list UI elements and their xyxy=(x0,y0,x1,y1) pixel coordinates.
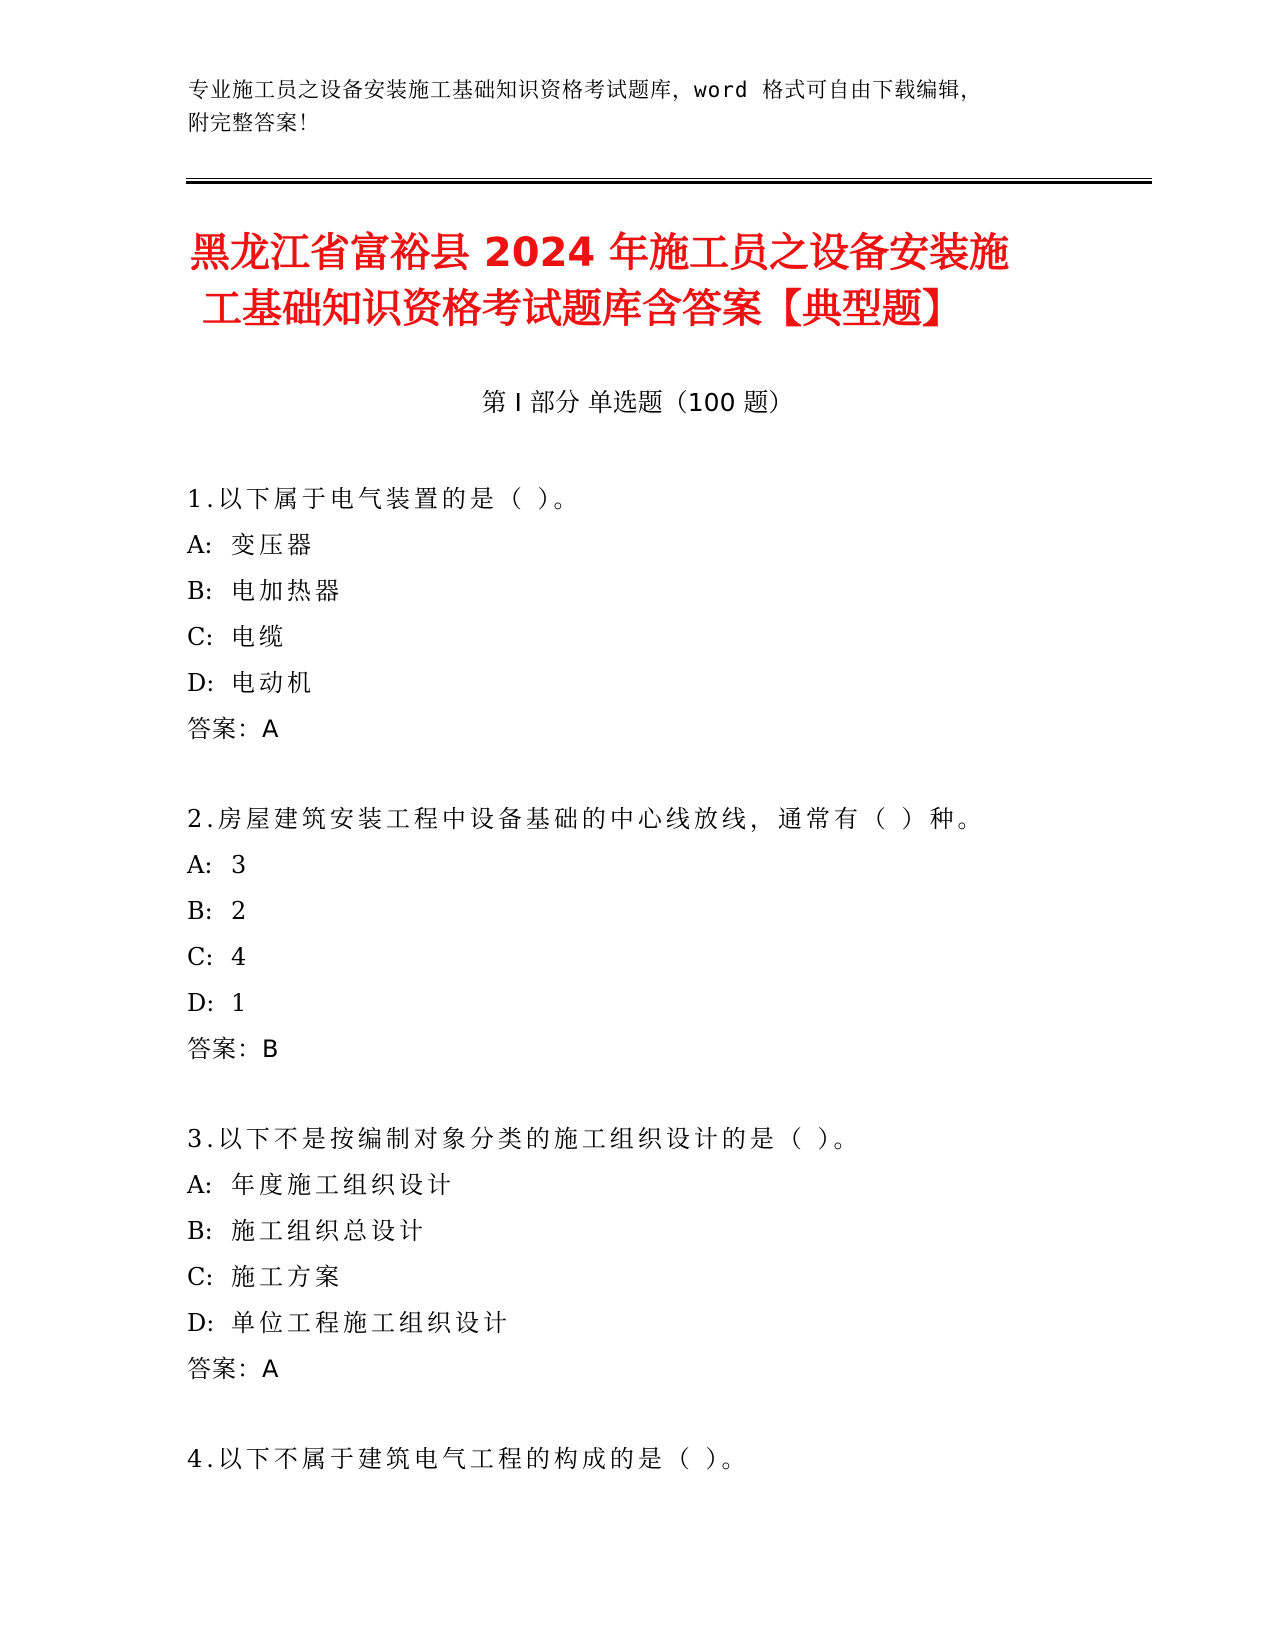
document-title xyxy=(190,225,1110,337)
option-a xyxy=(187,522,1137,568)
option-a xyxy=(187,1162,1137,1208)
option-key: B: xyxy=(187,577,213,605)
option-key: D: xyxy=(187,1309,215,1337)
option-text: 电加热器 xyxy=(231,577,343,605)
title-line-1: 黑龙江省富裕县 2024 年施工员之设备安装施 xyxy=(190,230,1010,276)
option-text: 3 xyxy=(231,851,251,879)
question-2 xyxy=(187,796,1137,1072)
header-note-line-2: 附完整答案！ xyxy=(188,111,320,135)
option-a xyxy=(187,842,1137,888)
header-divider-thick xyxy=(186,181,1152,184)
option-key: B: xyxy=(187,897,213,925)
option-text: 4 xyxy=(231,943,251,971)
answer: 答案：B xyxy=(187,1035,280,1063)
option-text: 施工组织总设计 xyxy=(231,1217,427,1245)
section-heading: 第 I 部分 单选题（100 题） xyxy=(481,388,794,417)
answer: 答案：A xyxy=(187,715,280,743)
option-key: C: xyxy=(187,943,214,971)
option-c xyxy=(187,1254,1137,1300)
option-text: 单位工程施工组织设计 xyxy=(231,1309,511,1337)
option-text: 2 xyxy=(231,897,251,925)
question-stem: 4.以下不属于建筑电气工程的构成的是（ ）。 xyxy=(187,1445,750,1473)
answer: 答案：A xyxy=(187,1355,280,1383)
option-b xyxy=(187,888,1137,934)
question-1 xyxy=(187,476,1137,752)
option-text: 施工方案 xyxy=(231,1263,343,1291)
header-note-line-1: 专业施工员之设备安装施工基础知识资格考试题库，word 格式可自由下载编辑， xyxy=(188,78,983,102)
option-key: D: xyxy=(187,989,215,1017)
document-header-note xyxy=(188,74,1068,140)
title-line-2: 工基础知识资格考试题库含答案【典型题】 xyxy=(202,286,962,332)
option-key: A: xyxy=(187,531,213,559)
header-divider-thin xyxy=(186,178,1152,179)
option-text: 电缆 xyxy=(231,623,287,651)
question-stem: 1.以下属于电气装置的是（ ）。 xyxy=(187,485,582,513)
question-stem: 2.房屋建筑安装工程中设备基础的中心线放线，通常有（ ）种。 xyxy=(187,805,986,833)
option-key: B: xyxy=(187,1217,213,1245)
option-d xyxy=(187,980,1137,1026)
option-b xyxy=(187,1208,1137,1254)
option-key: C: xyxy=(187,623,214,651)
option-b xyxy=(187,568,1137,614)
option-key: A: xyxy=(187,1171,213,1199)
question-4 xyxy=(187,1436,1137,1482)
option-text: 电动机 xyxy=(231,669,315,697)
option-text: 年度施工组织设计 xyxy=(231,1171,455,1199)
option-key: C: xyxy=(187,1263,214,1291)
option-text: 1 xyxy=(231,989,251,1017)
option-d xyxy=(187,1300,1137,1346)
option-key: D: xyxy=(187,669,215,697)
option-c xyxy=(187,614,1137,660)
question-stem: 3.以下不是按编制对象分类的施工组织设计的是（ ）。 xyxy=(187,1125,862,1153)
option-d xyxy=(187,660,1137,706)
option-text: 变压器 xyxy=(231,531,315,559)
question-list xyxy=(187,476,1137,1526)
option-c xyxy=(187,934,1137,980)
option-key: A: xyxy=(187,851,213,879)
question-3 xyxy=(187,1116,1137,1392)
